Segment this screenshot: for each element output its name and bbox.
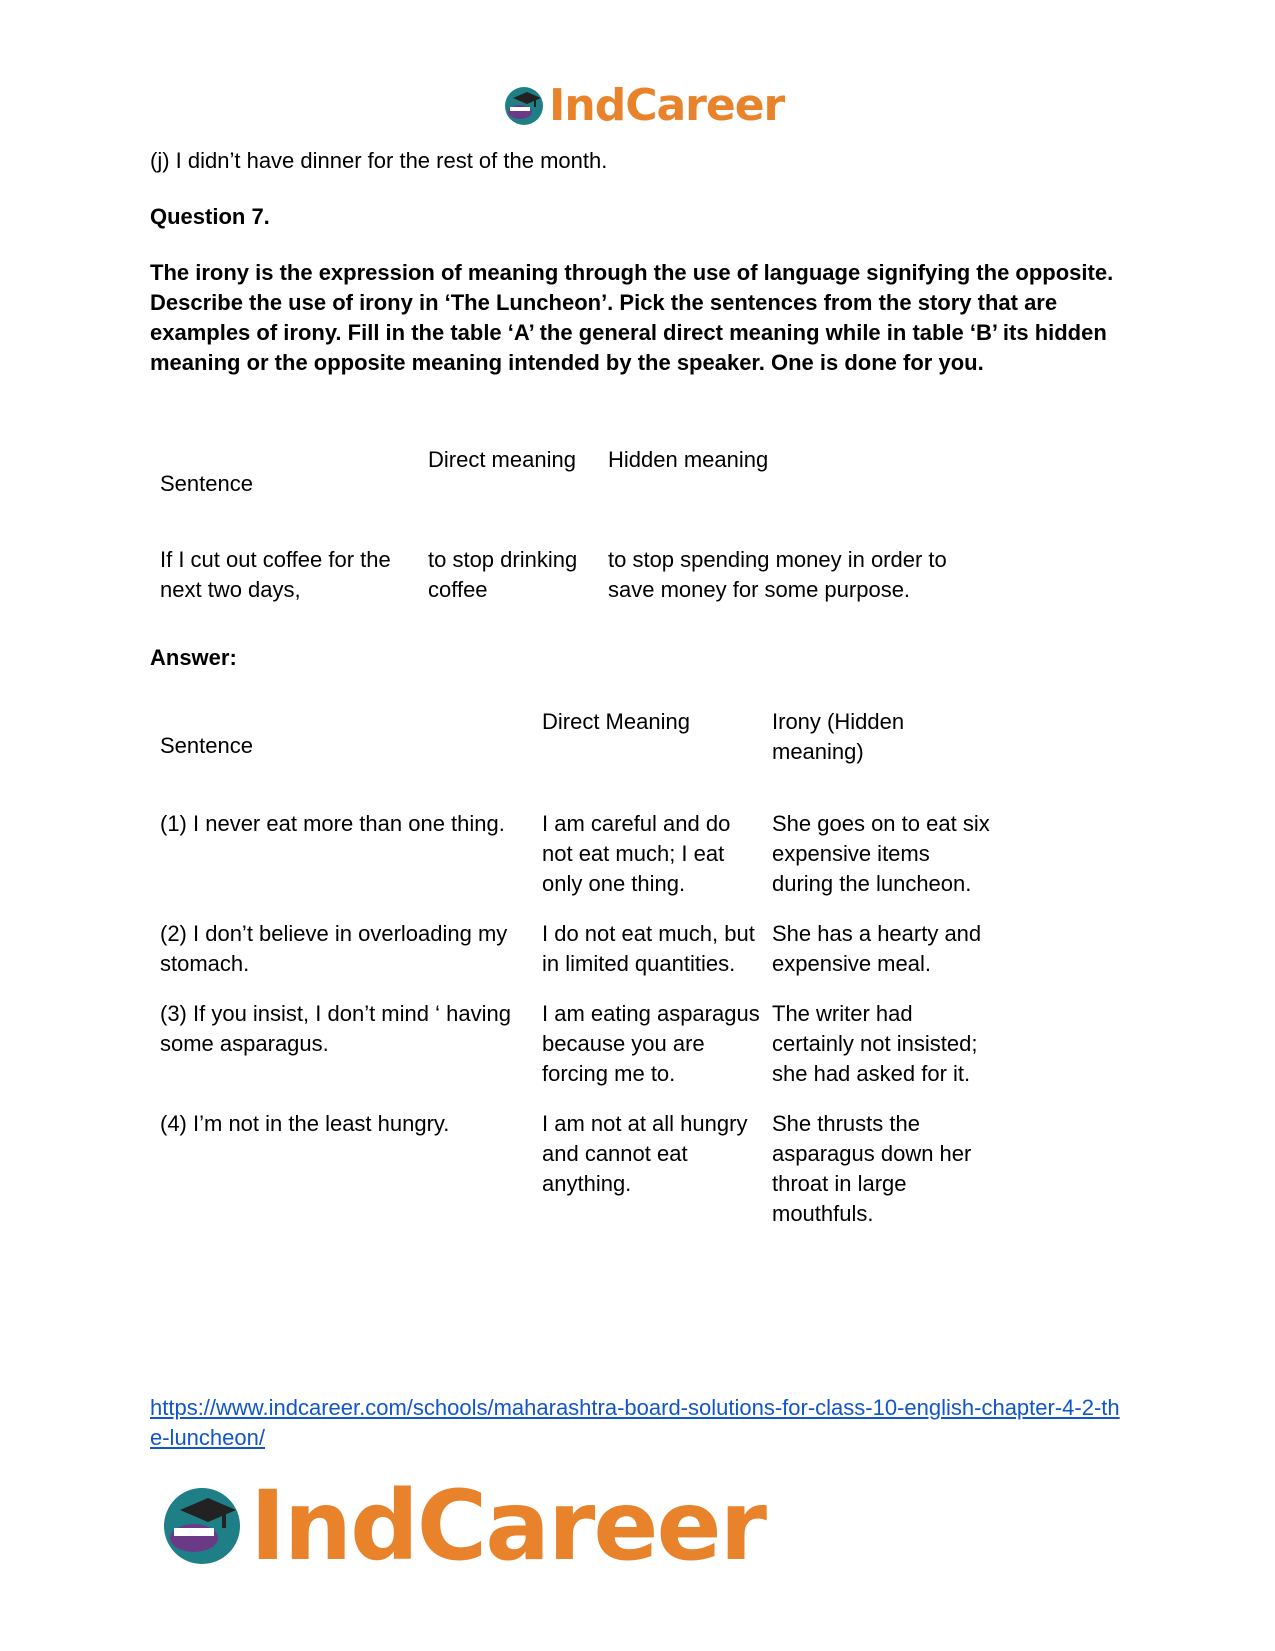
example-cell-sentence: If I cut out coffee for the next two days, bbox=[160, 547, 391, 602]
graduation-cap-books-icon bbox=[503, 85, 545, 127]
answer-table-row bbox=[160, 809, 1002, 919]
logo-text: IndCareer bbox=[250, 1470, 765, 1582]
answer-cell-direct: I do not eat much, but in limited quantities. bbox=[542, 921, 755, 976]
question-text: The irony is the expression of meaning through the use of language signifying the opposite. Describe the use of irony in ‘The Luncheon’. Pick the sentences from the story that are examples of irony. Fill in the table ‘A’ the general direct meaning while in table ‘B’ its hidden meaning or the opposite meaning intended by the speaker. One is done for you. bbox=[150, 260, 1114, 375]
answer-cell-sentence: (2) I don’t believe in overloading my stomach. bbox=[160, 921, 508, 976]
answer-cell-sentence: (4) I’m not in the least hungry. bbox=[160, 1111, 450, 1136]
previous-answer-line: (j) I didn’t have dinner for the rest of the month. bbox=[150, 148, 608, 173]
answer-table bbox=[160, 707, 1002, 1229]
example-header-sentence: Sentence bbox=[160, 471, 253, 496]
answer-header-irony: Irony (Hidden meaning) bbox=[772, 709, 905, 764]
answer-cell-irony: She goes on to eat six expensive items during the luncheon. bbox=[772, 811, 990, 896]
example-table bbox=[160, 445, 988, 605]
answer-header-sentence: Sentence bbox=[160, 733, 253, 758]
answer-label: Answer: bbox=[150, 645, 237, 670]
answer-table-row bbox=[160, 1109, 1002, 1229]
example-table-header-row bbox=[160, 445, 988, 545]
header-logo bbox=[503, 80, 784, 131]
answer-cell-direct: I am not at all hungry and cannot eat anything. bbox=[542, 1111, 748, 1196]
answer-cell-direct: I am eating asparagus because you are forcing me to. bbox=[542, 1001, 760, 1086]
example-table-row bbox=[160, 545, 988, 605]
answer-table-row bbox=[160, 999, 1002, 1109]
answer-cell-irony: She has a hearty and expensive meal. bbox=[772, 921, 982, 976]
question-label: Question 7. bbox=[150, 204, 270, 229]
example-cell-direct: to stop drinking coffee bbox=[428, 547, 578, 602]
answer-table-header-row bbox=[160, 707, 1002, 809]
answer-cell-irony: She thrusts the asparagus down her throat in large mouthfuls. bbox=[772, 1111, 972, 1226]
example-header-hidden: Hidden meaning bbox=[608, 447, 769, 472]
graduation-cap-books-icon bbox=[160, 1484, 244, 1568]
answer-cell-irony: The writer had certainly not insisted; she had asked for it. bbox=[772, 1001, 978, 1086]
source-link[interactable]: https://www.indcareer.com/schools/maharashtra-board-solutions-for-class-10-english-chapter-4-2-the-luncheon/ bbox=[150, 1395, 1120, 1450]
answer-cell-sentence: (1) I never eat more than one thing. bbox=[160, 811, 505, 836]
footer-logo bbox=[160, 1470, 765, 1582]
answer-table-row bbox=[160, 919, 1002, 999]
example-cell-hidden: to stop spending money in order to save money for some purpose. bbox=[608, 547, 947, 602]
answer-cell-direct: I am careful and do not eat much; I eat only one thing. bbox=[542, 811, 731, 896]
answer-cell-sentence: (3) If you insist, I don’t mind ‘ having some asparagus. bbox=[160, 1001, 511, 1056]
logo-text: IndCareer bbox=[549, 80, 785, 131]
answer-header-direct: Direct Meaning bbox=[542, 709, 690, 734]
example-header-direct: Direct meaning bbox=[428, 447, 576, 472]
